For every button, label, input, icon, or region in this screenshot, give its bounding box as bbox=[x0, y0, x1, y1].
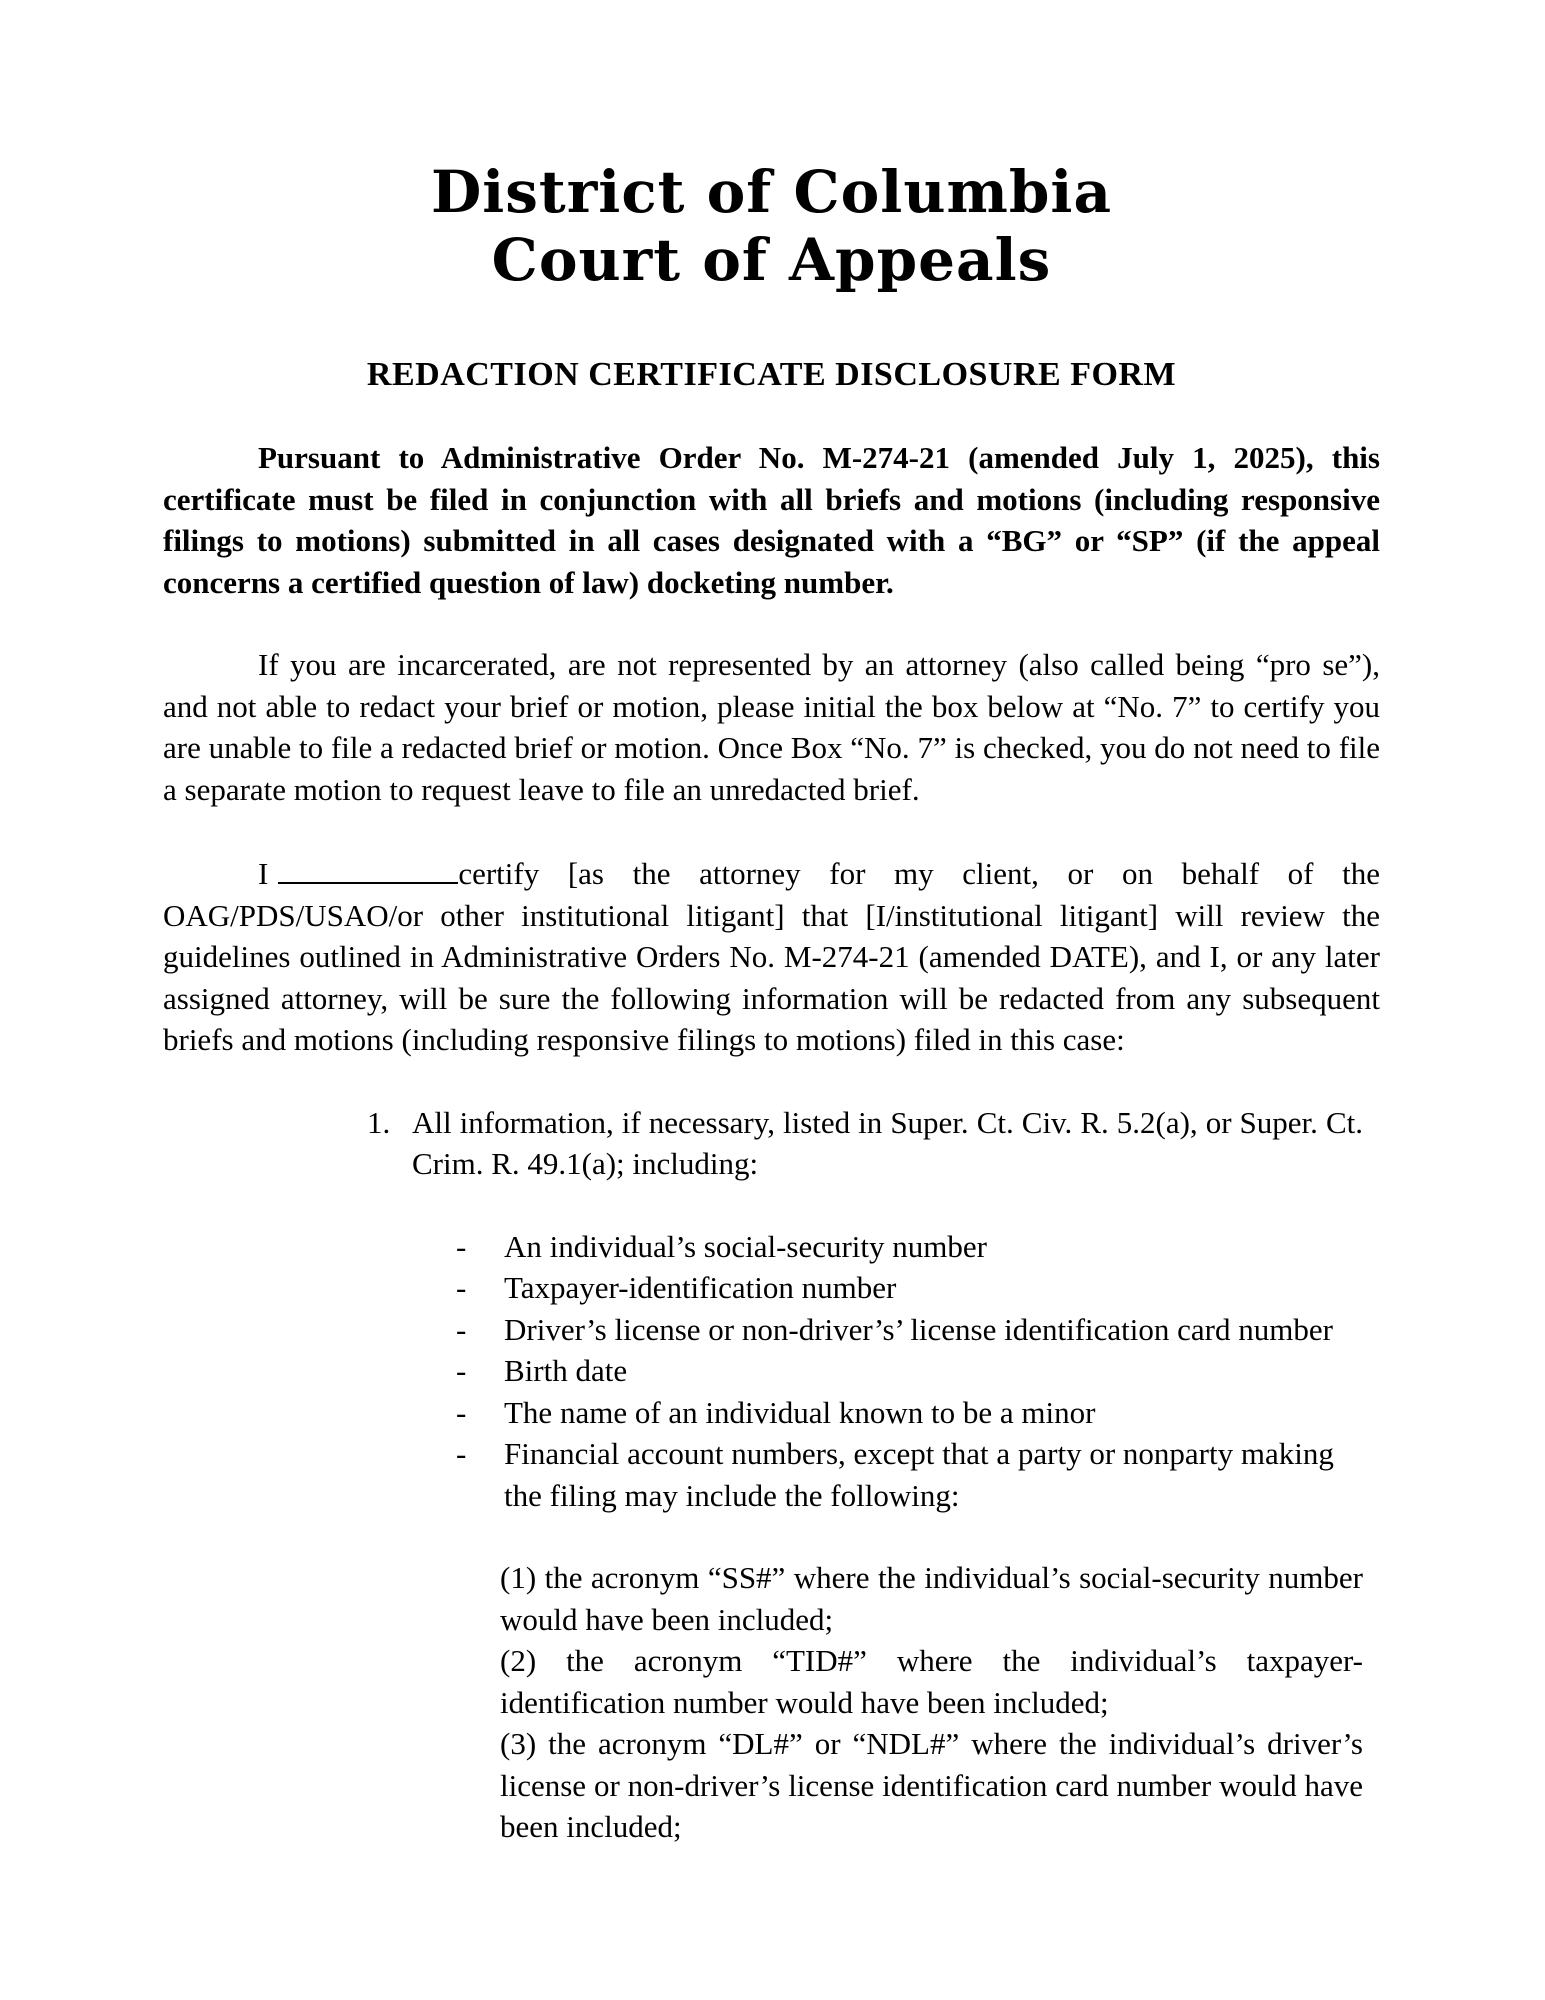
list-item bbox=[456, 1267, 1363, 1309]
dash-bullet: - bbox=[456, 1311, 467, 1347]
certify-prefix: I bbox=[258, 856, 269, 891]
dash-bullet: - bbox=[456, 1436, 467, 1471]
paragraph-incarcerated: If you are incarcerated, are not represented by an attorney (also called being “pro se”), and not able to redact your brief or motion, please initial the box below at “No. 7” to certify you are unable to file a redacted brief or motion. Once Box “No. 7” is checked, you do not need to file a separate motion to request leave to file an unredacted brief. bbox=[163, 647, 1380, 807]
numbered-item-1-text: All information, if necessary, listed in Super. Ct. Civ. R. 5.2(a), or Super. Ct. Crim. R. 49.1(a); including: bbox=[412, 1104, 1363, 1181]
acronym-sub-items bbox=[500, 1557, 1363, 1848]
sub-item-3: (3) the acronym “DL#” or “NDL#” where the individual’s driver’s license or non-driver’s license identification card number would have been included; bbox=[500, 1726, 1363, 1844]
certify-suffix: certify [as the attorney for my client, or on behalf of the OAG/PDS/USAO/or other institutional litigant] that [I/institutional litigant] will review the guidelines outlined in Administrative Orders No. M-274-21 (amended DATE), and I, or any later assigned attorney, will be sure the following information will be redacted from any subsequent briefs and motions (including responsive filings to motions) filed in this case: bbox=[163, 856, 1380, 1057]
list-item bbox=[456, 1392, 1363, 1434]
dash-bullet: - bbox=[456, 1270, 467, 1305]
paragraph-certification bbox=[163, 851, 1380, 1061]
court-name-line-2: Court of Appeals bbox=[491, 226, 1052, 294]
dash-bullet: - bbox=[456, 1394, 467, 1430]
dash-item-text: Taxpayer-identification number bbox=[504, 1270, 897, 1305]
numbered-item-1 bbox=[367, 1102, 1363, 1185]
dash-item-text: Driver’s license or non-driver’s’ license identification card number bbox=[504, 1311, 1333, 1347]
court-name bbox=[163, 158, 1380, 294]
list-item bbox=[456, 1350, 1363, 1392]
sub-item-1: (1) the acronym “SS#” where the individual’s social-security number would have been included; bbox=[500, 1560, 1363, 1637]
dash-item-text: An individual’s social-security number bbox=[504, 1228, 987, 1264]
sub-item-2: (2) the acronym “TID#” where the individual’s taxpayer-identification number would have been included; bbox=[500, 1643, 1363, 1720]
list-item bbox=[456, 1226, 1363, 1268]
dash-bullet: - bbox=[456, 1228, 467, 1264]
paragraph-pursuant: Pursuant to Administrative Order No. M-274-21 (amended July 1, 2025), this certificate must be filed in conjunction with all briefs and motions (including responsive filings to motions) submitted in all cases designated with a “BG” or “SP” (if the appeal concerns a certified question of law) docketing number. bbox=[163, 440, 1380, 600]
dash-bullet: - bbox=[456, 1353, 467, 1388]
list-item bbox=[456, 1433, 1363, 1516]
form-title: REDACTION CERTIFICATE DISCLOSURE FORM bbox=[366, 356, 1177, 393]
numbered-item-1-marker: 1. bbox=[367, 1104, 391, 1140]
dash-item-text: The name of an individual known to be a minor bbox=[504, 1394, 1096, 1430]
list-item bbox=[456, 1309, 1363, 1351]
dash-list bbox=[456, 1226, 1363, 1517]
fill-in-blank bbox=[278, 851, 458, 884]
dash-item-text: Birth date bbox=[504, 1353, 628, 1388]
court-name-line-1: District of Columbia bbox=[430, 158, 1113, 226]
dash-item-text: Financial account numbers, except that a party or nonparty making the filing may include the following: bbox=[504, 1436, 1334, 1513]
